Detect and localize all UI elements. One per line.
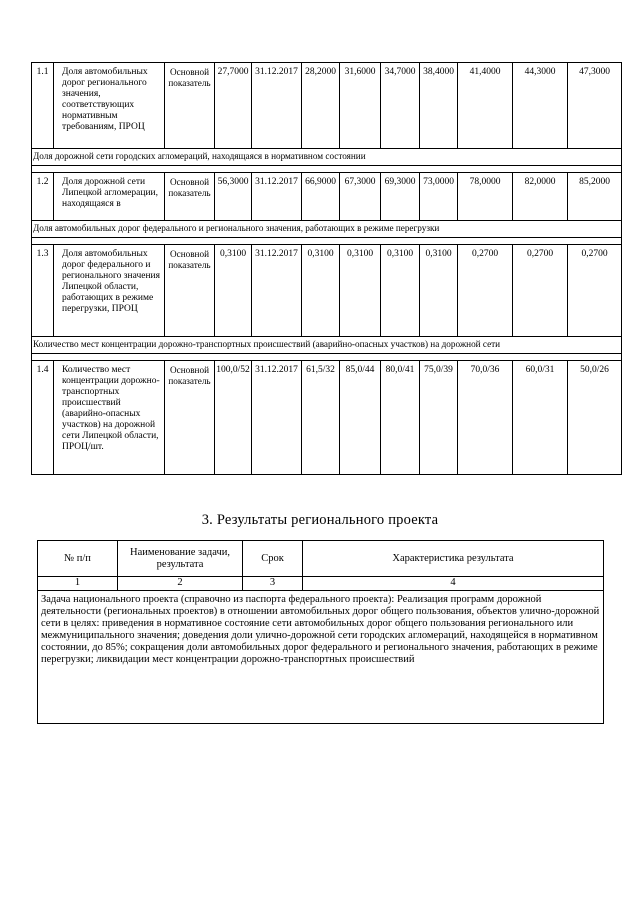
spacer [32,238,622,245]
indicator-row [32,173,622,221]
indicator-name: Доля автомобильных дорог федерального и регионального значения Липецкой области, работающих в режиме перегрузки, ПРОЦ [54,245,165,337]
indicator-number: 1.2 [32,173,54,221]
col-header-deadline: Срок [243,541,303,577]
value-2021: 69,3000 [381,173,420,221]
base-date: 31.12.2017 [252,63,302,149]
indicator-type-text: Основной показатель [168,67,211,88]
value-2022: 0,3100 [420,245,458,337]
indicator-name: Доля автомобильных дорог регионального значения, соответствующих нормативным требованиям, ПРОЦ [54,63,165,149]
indicator-number: 1.3 [32,245,54,337]
value-2024: 60,0/31 [513,361,568,475]
col-header-characteristic: Характеристика результата [303,541,604,577]
col-header-name: Наименование задачи, результата [118,541,243,577]
indicator-name: Количество мест концентрации дорожно-транспортных происшествий (аварийно-опасных участков) на дорожной сети Липецкой области, ПРОЦ/шт. [54,361,165,475]
base-date: 31.12.2017 [252,245,302,337]
indicator-name [54,173,165,221]
col-number: 2 [118,577,243,591]
indicator-number: 1.1 [32,63,54,149]
value-2023: 0,2700 [458,245,513,337]
value-2019: 61,5/32 [302,361,340,475]
value-2020: 67,3000 [340,173,381,221]
results-header-row [38,541,604,577]
value-2025: 85,2000 [568,173,622,221]
value-2024: 82,0000 [513,173,568,221]
value-2022: 38,4000 [420,63,458,149]
value-2025: 47,3000 [568,63,622,149]
indicators-table [31,62,622,475]
indicator-type-text: Основной показатель [168,177,211,198]
spacer [32,166,622,173]
value-2022: 73,0000 [420,173,458,221]
indicator-type-text: Основной показатель [168,249,211,270]
base-value: 56,3000 [215,173,252,221]
value-2021: 34,7000 [381,63,420,149]
value-2023: 70,0/36 [458,361,513,475]
indicator-name-text: Доля дорожной сети Липецкой агломерации, находящаяся в [62,177,159,209]
spacer [32,354,622,361]
base-value [215,361,252,475]
value-2022: 75,0/39 [420,361,458,475]
value-2025: 0,2700 [568,245,622,337]
base-value: 27,7000 [215,63,252,149]
value-2020: 31,6000 [340,63,381,149]
task-row [38,591,604,724]
section-heading: 3. Результаты регионального проекта [201,512,439,528]
value-2021: 80,0/41 [381,361,420,475]
section-title: Количество мест концентрации дорожно-транспортных происшествий (аварийно-опасных участков) на дорожной сети [32,337,622,354]
indicator-type [165,63,215,149]
base-date: 31.12.2017 [252,361,302,475]
section-title: Доля автомобильных дорог федерального и регионального значения, работающих в режиме перегрузки [32,221,622,238]
col-header-number: № п/п [38,541,118,577]
value-2025: 50,0/26 [568,361,622,475]
base-date: 31.12.2017 [252,173,302,221]
indicator-type-text: Основной показатель [168,365,211,386]
value-2019: 28,2000 [302,63,340,149]
value-2024: 44,3000 [513,63,568,149]
results-table [37,540,604,724]
base-value: 0,3100 [215,245,252,337]
value-2019: 66,9000 [302,173,340,221]
value-2024: 0,2700 [513,245,568,337]
value-2023: 41,4000 [458,63,513,149]
indicator-row [32,63,622,149]
value-2020: 0,3100 [340,245,381,337]
col-number: 1 [38,577,118,591]
indicator-row [32,245,622,337]
col-number: 4 [303,577,604,591]
section-title: Доля дорожной сети городских агломераций, находящаяся в нормативном состоянии [32,149,622,166]
indicator-type [165,361,215,475]
base-value-text: 100,0/52 [216,365,250,375]
col-number: 3 [243,577,303,591]
value-2020: 85,0/44 [340,361,381,475]
results-column-numbers [38,577,604,591]
value-2023: 78,0000 [458,173,513,221]
national-task-text: Задача национального проекта (справочно из паспорта федерального проекта): Реализация программ дорожной деятельности (региональных проектов) в отношении автомобильных дорог общего пользования, объектов улично-дорожной сети в целях: приведения в нормативное состояние сети автомобильных дорог общего пользования регионального или межмуниципального значения; доведения доли улично-дорожной сети городских агломераций, находящейся в нормативном состоянии, до 85%; сокращения доли автомобильных дорог федерального и регионального значения, работающих в режиме перегрузки; ликвидации мест концентрации дорожно-транспортных происшествий [38,591,604,724]
value-2021: 0,3100 [381,245,420,337]
indicator-type [165,173,215,221]
indicator-row [32,361,622,475]
indicator-number: 1.4 [32,361,54,475]
indicator-type [165,245,215,337]
value-2019: 0,3100 [302,245,340,337]
